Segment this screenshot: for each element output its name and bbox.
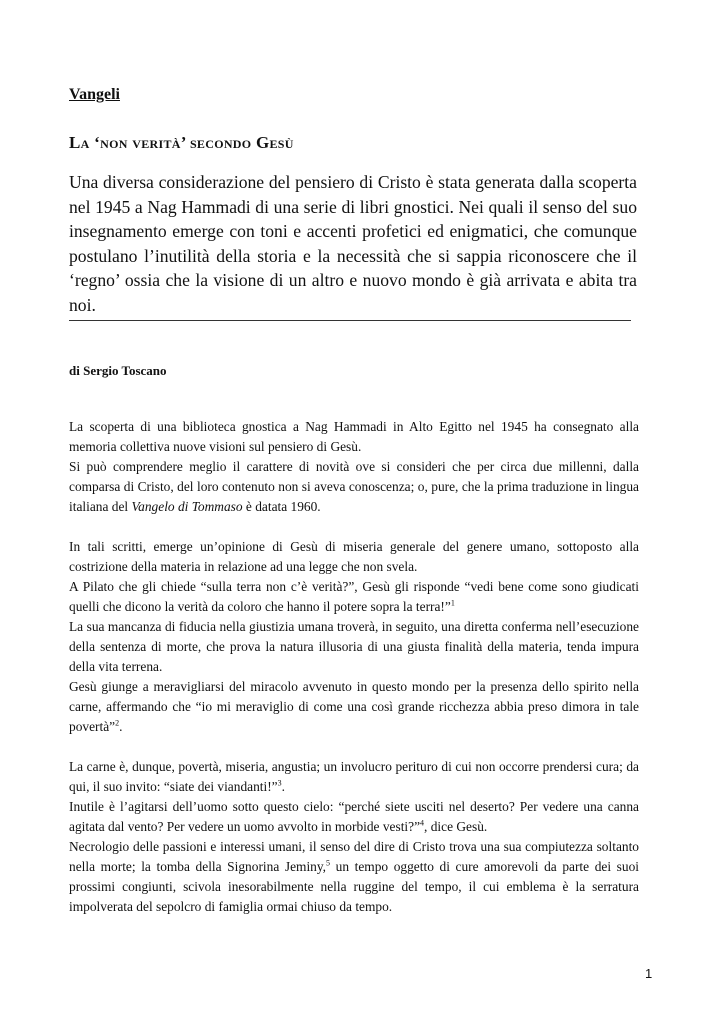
- byline: di Sergio Toscano: [69, 363, 167, 378]
- body-paragraph: Inutile è l’agitarsi dell’uomo sotto questo cielo: “perché siete usciti nel deserto? Per vedere una canna agitata dal vento? Per vedere un uomo avvolto in morbide vesti?”$^4$, dice Gesù.: [69, 799, 639, 834]
- section-label: Vangeli: [69, 86, 120, 103]
- body-paragraph: Gesù giunge a meravigliarsi del miracolo avvenuto in questo mondo per la presenza dello spirito nella carne, affermando che “io mi meraviglio di come una così grande ricchezza abbia preso dimora in tale povertà”$^2$.: [69, 679, 639, 734]
- body-paragraph: A Pilato che gli chiede “sulla terra non c’è verità?”, Gesù gli risponde “vedi bene come sono giudicati quelli che dicono la verità da coloro che hanno il potere sopra la terra!”$^1$: [69, 579, 639, 614]
- body-paragraph: In tali scritti, emerge un’opinione di Gesù di miseria generale del genere umano, sottoposto alla costrizione della materia in relazione ad una legge che non svela.: [69, 539, 639, 574]
- footnote-ref: 1: [450, 598, 455, 608]
- article-title: La ‘non verità’ secondo Gesù: [69, 133, 294, 152]
- horizontal-rule: [69, 320, 631, 321]
- footnote-ref: 3: [277, 778, 282, 788]
- article-body: [69, 417, 639, 917]
- page-number: 1: [645, 966, 653, 981]
- body-paragraph: Si può comprendere meglio il carattere di novità ove si consideri che per circa due millenni, dalla comparsa di Cristo, del loro contenuto non si aveva conoscenza; o, pure, che la prima traduzione in lingua italiana del Vangelo di Tommaso è datata 1960.: [69, 459, 639, 514]
- body-paragraph: La scoperta di una biblioteca gnostica a Nag Hammadi in Alto Egitto nel 1945 ha consegnato alla memoria collettiva nuove visioni sul pensiero di Gesù.: [69, 419, 639, 454]
- body-paragraph: La sua mancanza di fiducia nella giustizia umana troverà, in seguito, una diretta conferma nell’esecuzione della sentenza di morte, che prova la natura illusoria di una giusta finalità della materia, tenda impura della vita terrena.: [69, 619, 639, 674]
- body-paragraph: La carne è, dunque, povertà, miseria, angustia; un involucro perituro di cui non occorre prendersi cura; da qui, il suo invito: “siate dei viandanti!”$^3$.: [69, 759, 639, 794]
- abstract: Una diversa considerazione del pensiero di Cristo è stata generata dalla scoperta nel 1945 a Nag Hammadi di una serie di libri gnostici. Nei quali il senso del suo insegnamento emerge con toni e accenti profetici ed enigmatici, che comunque postulano l’inutilità della storia e la necessità che si sappia riconoscere che il ‘regno’ ossia che la visione di un altro e nuovo mondo è già arrivata e abita tra noi.: [69, 172, 637, 315]
- footnote-ref: 5: [326, 858, 331, 868]
- body-paragraph: Necrologio delle passioni e interessi umani, il senso del dire di Cristo trova una sua compiutezza soltanto nella morte; la tomba della Signorina Jeminy,$^5$ un tempo oggetto di cure amorevoli da parte dei suoi prossimi congiunti, scivola inesorabilmente nella ruggine del tempo, il cui emblema è la serratura impolverata del sepolcro di famiglia ormai chiuso da tempo.: [69, 839, 639, 914]
- book-title: Vangelo di Tommaso: [131, 499, 243, 514]
- paragraph-gap: [69, 737, 639, 757]
- footnote-ref: 2: [115, 718, 120, 728]
- paragraph-gap: [69, 517, 639, 537]
- footnote-ref: 4: [420, 818, 425, 828]
